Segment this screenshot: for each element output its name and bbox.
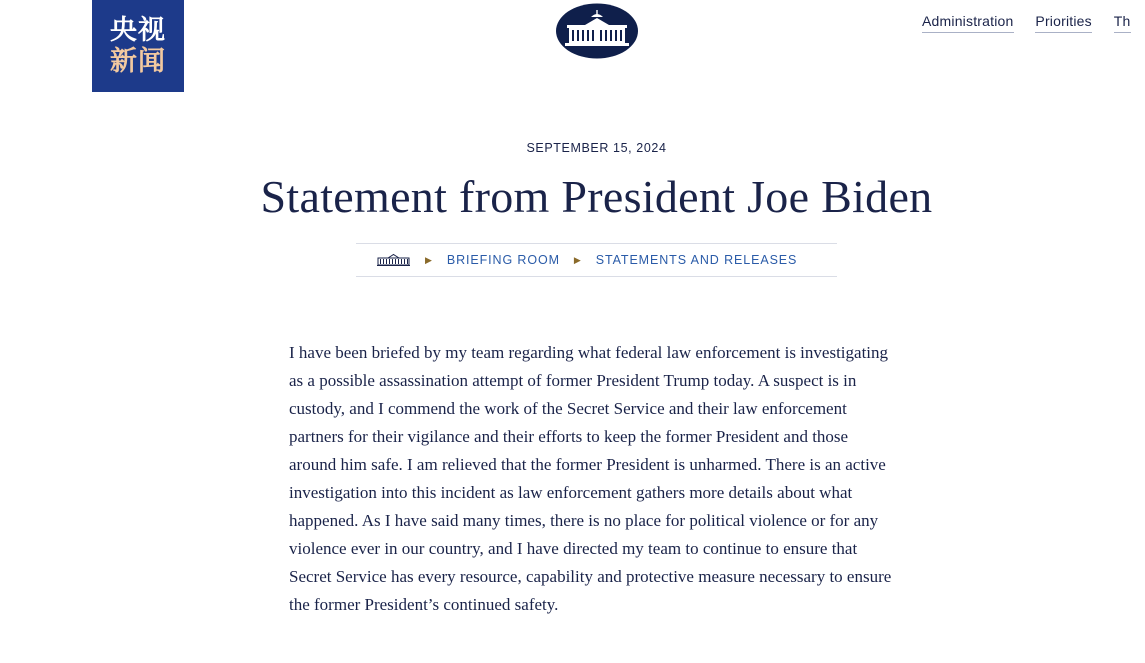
- white-house-seal-icon[interactable]: [555, 3, 639, 59]
- nav-item-administration[interactable]: Administration: [922, 13, 1014, 33]
- caret-right-icon: ▶: [425, 254, 433, 265]
- article-date: SEPTEMBER 15, 2024: [526, 141, 667, 155]
- top-nav: [922, 13, 1145, 33]
- breadcrumb-briefing-room[interactable]: BRIEFING ROOM: [446, 253, 560, 267]
- cctv-news-watermark: [92, 0, 184, 92]
- watermark-line-1: 央视: [110, 15, 166, 46]
- watermark-line-2: 新闻: [110, 46, 166, 77]
- page-title: Statement from President Joe Biden: [260, 171, 933, 222]
- breadcrumb: [356, 243, 837, 277]
- caret-right-icon: ▶: [573, 254, 582, 265]
- article-body: I have been briefed by my team regarding what federal law enforcement is investigating as a possible assassination attempt of former President Trump today. A suspect is in custody, and I commend the work of the Secret Service and their law enforcement partners for their vigilance and their efforts to keep the former President and those around him safe. I am relieved that the former President is unharmed. There is an active investigation into this incident as law enforcement gathers more details about what happened. As I have said many times, there is no place for political violence or for any violence ever in our country, and I have directed my team to continue to ensure that Secret Service has every resource, capability and protective measure necessary to ensure the former President’s continued safety.: [289, 343, 892, 614]
- white-house-home-icon[interactable]: [376, 253, 411, 267]
- nav-item-truncated[interactable]: Th: [1114, 13, 1131, 33]
- breadcrumb-statements-and-releases[interactable]: STATEMENTS AND RELEASES: [595, 253, 798, 267]
- nav-item-priorities[interactable]: Priorities: [1035, 13, 1091, 33]
